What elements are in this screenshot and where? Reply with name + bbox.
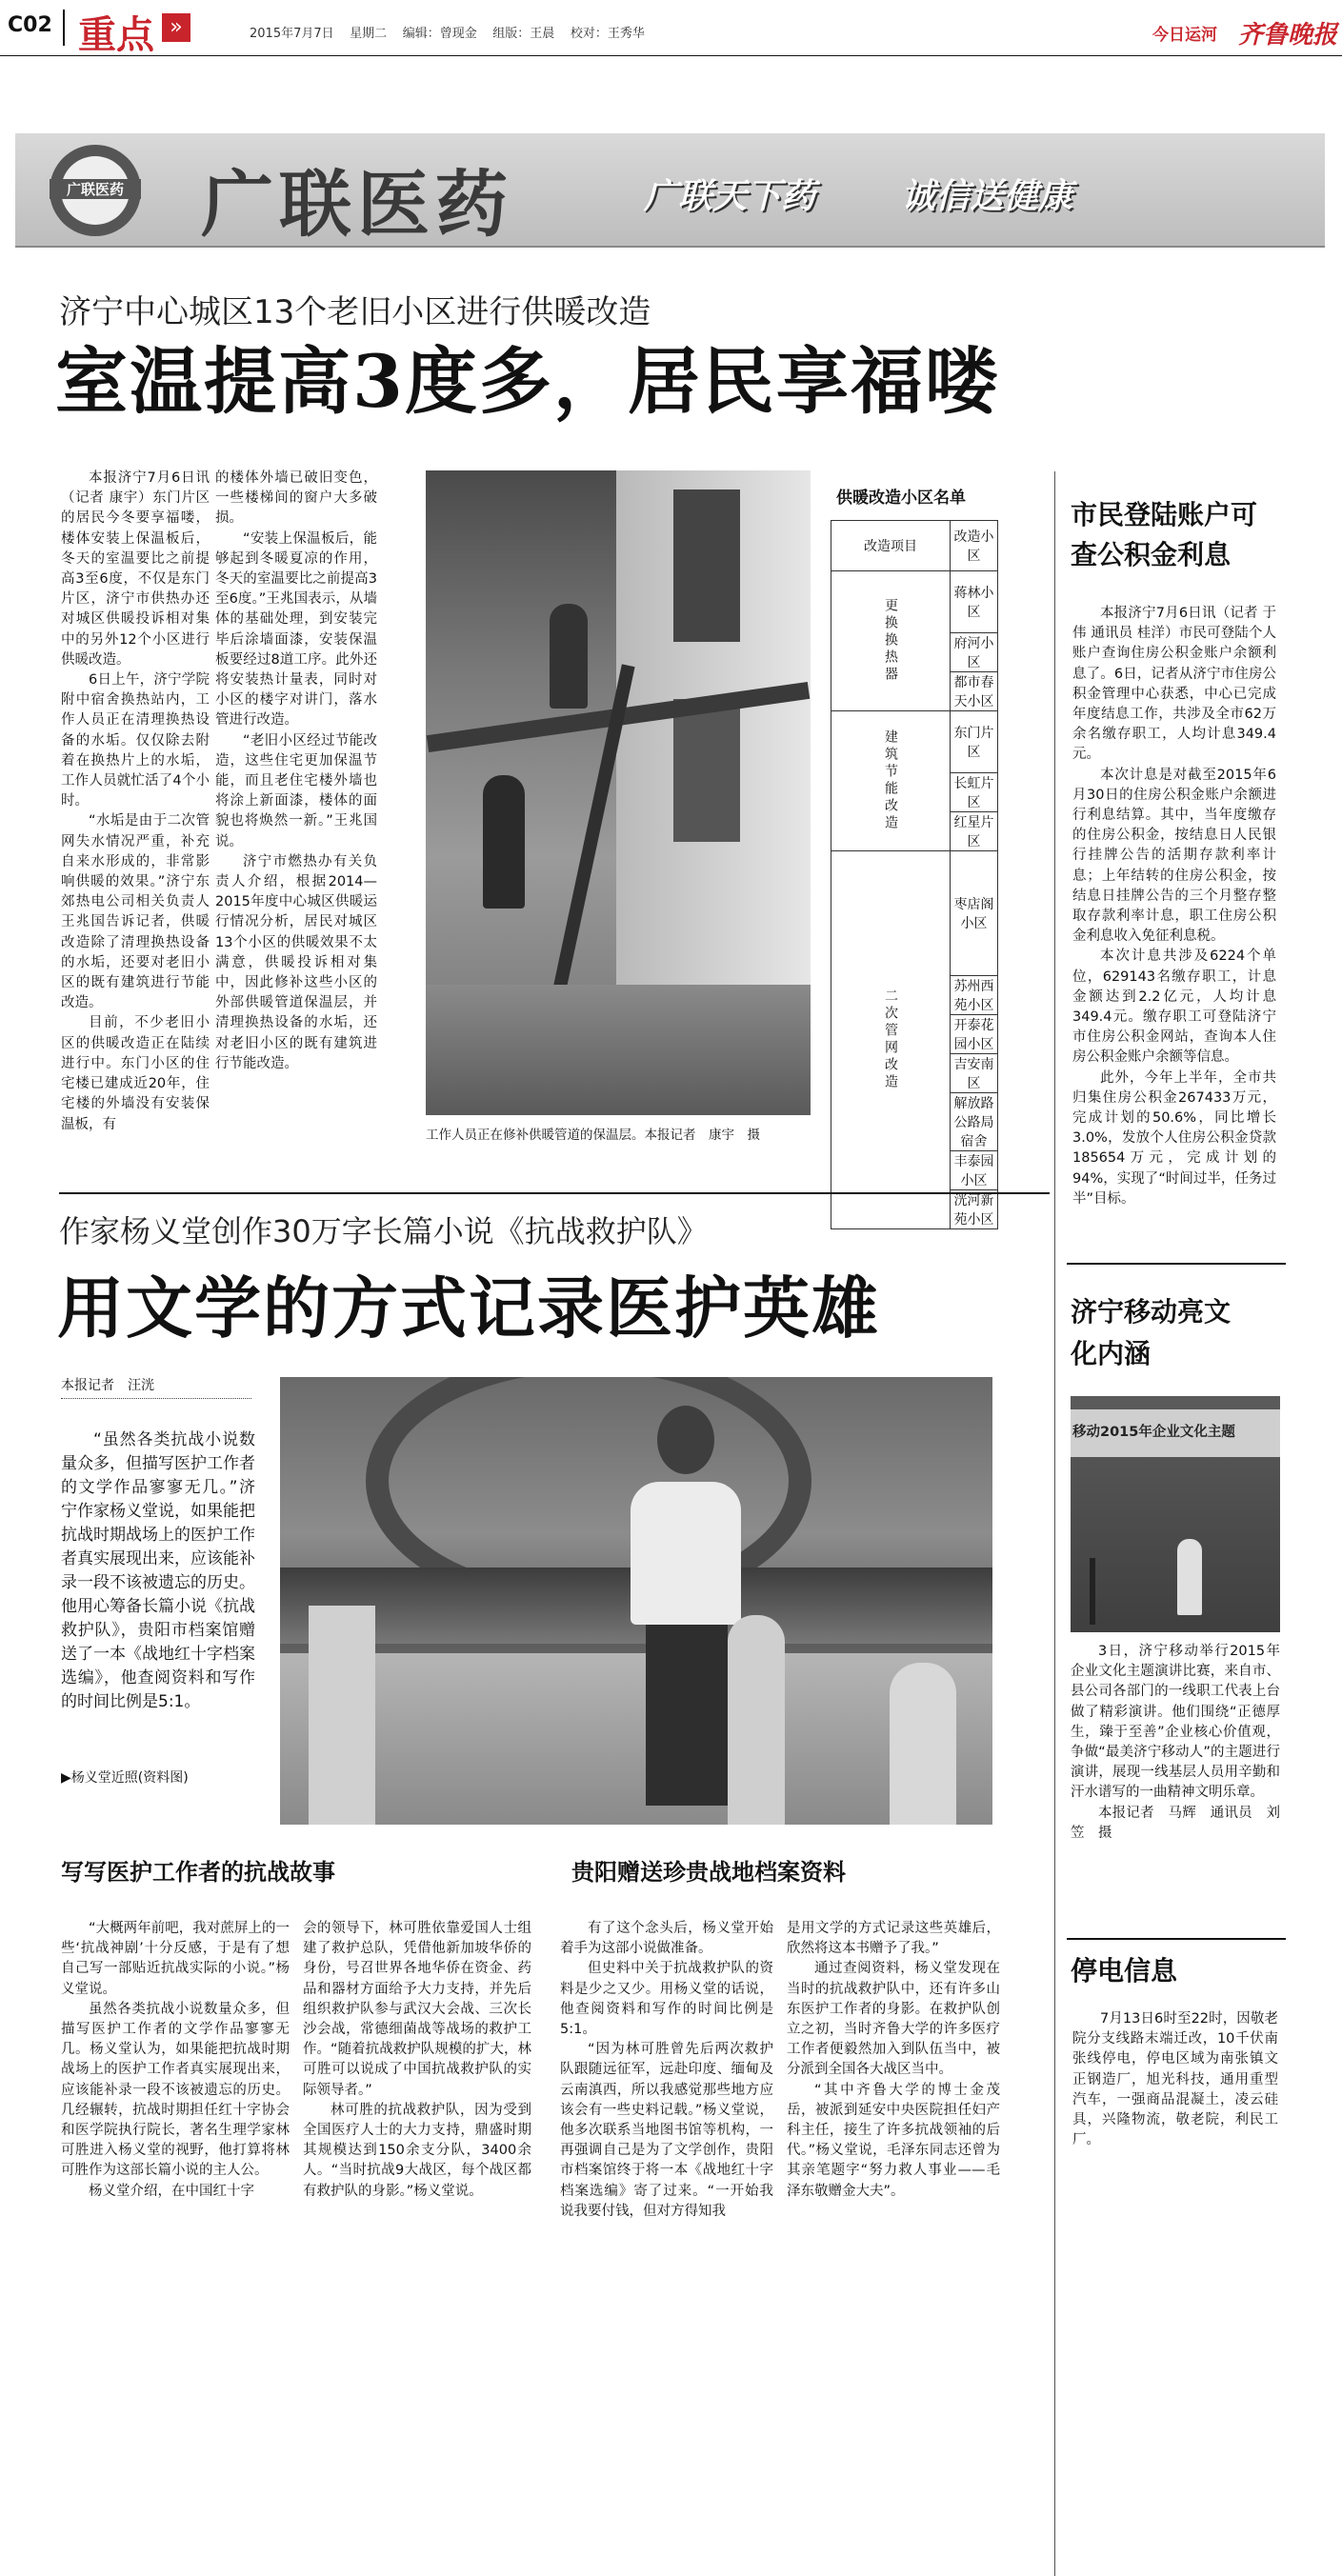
story1-para: 目前，不少老旧小区的供暖改造正在陆续进行中。东门小区的住宅楼已建成近20年，住宅楼的外墙没有安装保温板，有: [61, 1015, 210, 1132]
photo-window: [673, 489, 740, 642]
sidebar2-caption-para: 3日，济宁移动举行2015年企业文化主题演讲比赛，来自市、县公司各部门的一线职工代表上台做了精彩演讲。他们围绕“正德厚生，臻于至善”企业核心价值观，争做“最美济宁移动人”的主题进行演讲，展现一线基层人员用辛勤和汗水谱写的一曲精神文明乐章。: [1071, 1644, 1280, 1801]
header-date: 2015年7月7日: [250, 27, 334, 41]
sidebar2-caption: [1071, 1642, 1280, 1844]
page-number: C02: [8, 13, 52, 37]
story2-column-b: [303, 1919, 531, 2202]
story2-para: “因为林可胜曾先后两次救护队跟随远征军，远赴印度、缅甸及云南滇西，所以我感觉那些地方应该会有一些史料记载。”杨义堂说，他多次联系当地图书馆等机构，一再强调自己是为了文学创作，贵阳市档案馆终于将一本《战地红十字档案选编》寄了过来。“一开始我说我要付钱，但对方得知我: [560, 2042, 773, 2219]
ad-logo-text: 广联医药: [50, 179, 141, 199]
ad-slogan-1: 广联天下药: [644, 177, 816, 216]
story2-para: 杨义堂介绍，在中国红十字: [89, 2183, 254, 2199]
story2-byline: 本报记者 汪洸: [61, 1378, 154, 1393]
header-meta: [250, 23, 645, 41]
table-cell-community: 东门片区: [951, 711, 998, 773]
page-header: [0, 0, 1342, 57]
header-proof: 校对：王秀华: [570, 27, 645, 41]
sidebar1-para: 本报济宁7月6日讯（记者 于伟 通讯员 桂洋）市民可登陆个人账户查询住房公积金账户余额利息了。6日，记者从济宁市住房公积金管理中心获悉，中心已完成年度结息工作，共涉及全市62万余名缴存职工，人均计息349.4元。: [1072, 606, 1276, 763]
section-rule: [1067, 1263, 1286, 1265]
table-cell-community: 长虹片区: [951, 773, 998, 812]
story2-para: 但史料中关于抗战救护队的资料是少之又少。用杨义堂的话说，他查阅资料和写作的时间比例是5:1。: [560, 1961, 773, 2038]
story1-column-2: [215, 469, 377, 1074]
story1-para: “老旧小区经过节能改造，这些住宅更加保温节能，而且老住宅楼外墙也将涂上新面漆，楼体的面貌也将焕然一新。”王兆国说。: [215, 732, 377, 849]
photo-screen-text: 移动2015年企业文化主题: [1072, 1425, 1235, 1440]
photo-stand: [1090, 1558, 1095, 1625]
section-title: 重点: [78, 12, 154, 57]
table-cell-community: 府河小区: [951, 633, 998, 672]
story1-para: 的楼体外墙已破旧变色，一些楼梯间的窗户大多破损。: [215, 470, 377, 527]
section-rule: [1067, 1938, 1286, 1940]
table-group-label: 更换换热器: [831, 571, 951, 711]
sidebar1-para: 本次计息是对截至2015年6月30日的住房公积金账户余额进行利息结算。其中，当年度缴存的住房公积金，按结息日人民银行挂牌公告的活期存款利率计息；上年结转的住房公积金，按结息日挂牌公告的三个月整存整取存款利率计息，职工住房公积金利息收入免征利息税。: [1072, 767, 1276, 945]
story2-column-a: [61, 1919, 290, 2202]
photo-worker: [483, 775, 525, 909]
story1-photo: [426, 470, 811, 1115]
story2-photo-caption: ▶杨义堂近照(资料图): [61, 1770, 189, 1786]
story2-photo: [280, 1377, 992, 1825]
ad-slogan-2: 诚信送健康: [901, 177, 1073, 216]
section-arrow-icon: »: [162, 13, 190, 42]
story2-para: “其中齐鲁大学的博士金茂岳，被派到延安中央医院担任妇产科主任，接生了许多抗战领袖的后代。”杨义堂说，毛泽东同志还曾为其亲笔题字“努力救人事业——毛泽东敬赠金大夫”。: [787, 2082, 1000, 2199]
ad-banner: [15, 133, 1325, 248]
story1-para: 6日上午，济宁学院附中宿舍换热站内，工作人员正在清理换热设备的水垢。仅仅除去附着在换热片上的水垢，工作人员就忙活了4个小时。: [61, 672, 210, 809]
photo-ground: [426, 985, 811, 1115]
header-weekday: 星期二: [350, 27, 388, 41]
story1-headline: 室温提高3度多，居民享福喽: [55, 339, 999, 424]
heating-table-title: 供暖改造小区名单: [836, 489, 966, 508]
story2-para: 有了这个念头后，杨义堂开始着手为这部小说做准备。: [560, 1921, 773, 1957]
story1-column-1: [61, 469, 210, 1135]
column-divider: [1054, 471, 1055, 2576]
notice-headline: 停电信息: [1071, 1955, 1178, 1987]
story2-lead: [61, 1428, 255, 1714]
sidebar1-body: [1072, 604, 1276, 1209]
table-group-label: 二次管网改造: [831, 851, 951, 1229]
story1-kicker: 济宁中心城区13个老旧小区进行供暖改造: [59, 293, 651, 331]
table-cell-community: 枣店阁小区: [951, 851, 998, 976]
table-cell-community: 红星片区: [951, 812, 998, 851]
story2-para: 会的领导下，林可胜依靠爱国人士组建了救护总队，凭借他新加坡华侨的身份，号召世界各地华侨在资金、药品和器材方面给予大力支持，并先后组织救护队参与武汉大会战、三次长沙会战，常德细菌战等战场的救护工作。“随着抗战救护队规模的扩大，林可胜可以说成了中国抗战救护队的实际领导者。”: [303, 1921, 531, 2098]
story2-para: 林可胜的抗战救护队，因为受到全国医疗人士的大力支持，鼎盛时期其规模达到150余支分队，3400余人。“当时抗战9大战区，每个战区都有救护队的身影。”杨义堂说。: [303, 2102, 531, 2199]
sidebar2-headline: 济宁移动亮文化内涵: [1071, 1296, 1232, 1369]
photo-person-shirt: [631, 1482, 741, 1625]
table-row: [831, 711, 998, 773]
photo-person-legs: [646, 1625, 728, 1806]
byline-rule: [61, 1398, 251, 1399]
header-layout: 组版：王晨: [492, 27, 555, 41]
table-cell-community: 洸河新苑小区: [951, 1190, 998, 1229]
table-group-label: 建筑节能改造: [831, 711, 951, 851]
story2-column-c: [560, 1919, 773, 2222]
photo-speaker: [1177, 1539, 1202, 1615]
table-cell-community: 蒋林小区: [951, 571, 998, 633]
story2-para: 通过查阅资料，杨义堂发现在当时的抗战救护队中，还有许多山东医护工作者的身影。在救护队创立之初，当时齐鲁大学的许多医疗工作者便毅然加入到队伍当中，被分派到全国各大战区当中。: [787, 1961, 1000, 2078]
ad-brand: 广联医药: [201, 162, 513, 247]
header-editor: 编辑：曾现金: [402, 27, 477, 41]
photo-baluster: [728, 1615, 785, 1825]
table-header-project: 改造项目: [831, 521, 951, 571]
story2-lead-para: “虽然各类抗战小说数量众多，但描写医护工作者的文学作品寥寥无几。”济宁作家杨义堂说，如果能把抗战时期战场上的医护工作者真实展现出来，应该能补录一段不该被遗忘的历史。他用心筹备长篇小说《抗战救护队》，贵阳市档案馆赠送了一本《战地红十字档案选编》，他查阅资料和写作的时间比例是5:1。: [61, 1430, 255, 1711]
notice-text: 7月13日6时至22时，因敬老院分支线路末端迁改，10千伏南张线停电，停电区域为南张镇文正钢造厂，旭光科技，通用重型汽车，一强商品混凝土，凌云硅具，兴隆物流，敬老院，利民工厂。: [1072, 2011, 1278, 2148]
table-cell-community: 解放路公路局宿舍: [951, 1093, 998, 1151]
story2-column-d: [787, 1919, 1000, 2202]
notice-body: [1072, 2009, 1278, 2150]
sidebar2-photo: [1071, 1396, 1280, 1632]
table-cell-community: 吉安南区: [951, 1054, 998, 1093]
heating-table: [831, 520, 998, 1229]
table-cell-community: 开泰花园小区: [951, 1015, 998, 1054]
photo-person-head: [657, 1406, 714, 1474]
photo-railing: [309, 1606, 375, 1825]
ad-logo: [50, 145, 141, 236]
table-cell-community: 都市春天小区: [951, 672, 998, 711]
story1-para: 济宁市燃热办有关负责人介绍，根据2014—2015年度中心城区供暖运行情况分析，居民对城区13个小区的供暖效果不太满意，供暖投诉相对集中，因此修补这些小区的外部供暖管道保温层，并清理换热设备的水垢，还对老旧小区的既有建筑进行节能改造。: [215, 853, 377, 1071]
section-rule: [59, 1192, 1050, 1194]
table-row: [831, 851, 998, 976]
story2-headline: 用文学的方式记录医护英雄: [57, 1268, 880, 1348]
story1-para: “安装上保温板后，能够起到冬暖夏凉的作用，冬天的室温要比之前提高3至6度。”王兆国表示，从墙体的基础处理，到安装完毕后涂墙面漆，安装保温板要经过8道工序。此外还将安装热计量表，同时对小区的楼字对讲门，落水管进行改造。: [215, 530, 377, 729]
newspaper-logo: 齐鲁晚报: [1238, 21, 1338, 50]
table-cell-community: 丰泰园小区: [951, 1151, 998, 1190]
sidebar1-headline: 市民登陆账户可查公积金利息: [1071, 499, 1258, 570]
photo-worker: [550, 604, 588, 709]
table-cell-community: 苏州西苑小区: [951, 976, 998, 1015]
header-region: 今日运河: [1152, 26, 1217, 45]
header-divider: [63, 10, 65, 46]
photo-window: [673, 699, 740, 842]
heating-table-grid: [831, 520, 998, 1229]
story1-para: “水垢是由于二次管网失水情况严重，补充自来水形成的，非常影响供暖的效果。”济宁东郊热电公司相关负责人王兆国告诉记者，供暖改造除了清理换热设备的水垢，还要对老旧小区的既有建筑进行节能改造。: [61, 813, 210, 1011]
story1-para: 本报济宁7月6日讯（记者 康宇）东门片区的居民今冬要享福喽，楼体安装上保温板后，冬天的室温要比之前提高3至6度，不仅是东门片区，济宁市供热办还对城区供暖投诉相对集中的另外12个小区进行供暖改造。: [61, 470, 210, 668]
story2-para: 虽然各类抗战小说数量众多，但描写医护工作者的文学作品寥寥无几。杨义堂认为，如果能把抗战时期战场上的医护工作者真实展现出来，应该能补录一段不该被遗忘的历史。几经辗转，抗战时期担任红十字协会和医学院执行院长，著名生理学家林可胜进入杨义堂的视野，他打算将林可胜作为这部长篇小说的主人公。: [61, 2001, 290, 2179]
story1-photo-caption: 工作人员正在修补供暖管道的保温层。本报记者 康宇 摄: [426, 1128, 760, 1143]
photo-baluster: [890, 1663, 956, 1825]
table-header-community: 改造小区: [951, 521, 998, 571]
story2-subhead-2: 贵阳赠送珍贵战地档案资料: [571, 1858, 846, 1886]
heating-table-header-row: [831, 521, 998, 571]
sidebar2-credit: 本报记者 马辉 通讯员 刘笠 摄: [1071, 1805, 1280, 1841]
sidebar1-para: 此外，今年上半年，全市共归集住房公积金267433万元，完成计划的50.6%，同比增长3.0%，发放个人住房公积金贷款185654万元，完成计划的94%，实现了“时间过半，任务过半”目标。: [1072, 1069, 1276, 1207]
story2-para: 是用文学的方式记录这些英雄后，欣然将这本书赠予了我。”: [787, 1921, 1000, 1957]
header-rule: [0, 55, 1342, 56]
story2-kicker: 作家杨义堂创作30万字长篇小说《抗战救护队》: [59, 1213, 708, 1249]
table-row: [831, 571, 998, 633]
sidebar1-para: 本次计息共涉及6224个单位，629143名缴存职工，计息金额达到2.2亿元，人均计息349.4元。缴存职工可登陆济宁市住房公积金网站，查询本人住房公积金账户余额等信息。: [1072, 949, 1276, 1066]
story2-para: “大概两年前吧，我对蔗屏上的一些‘抗战神剧’十分反感，于是有了想自己写一部贴近抗战实际的小说。”杨义堂说。: [61, 1921, 290, 1997]
story2-subhead-1: 写写医护工作者的抗战故事: [61, 1858, 335, 1886]
